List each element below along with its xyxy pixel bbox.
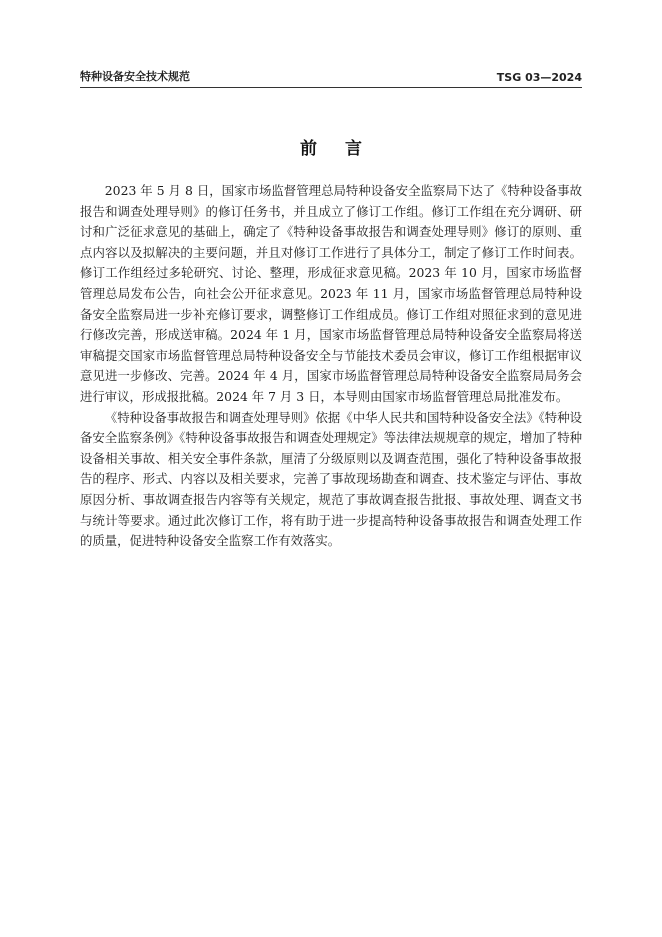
page-title: 前言 xyxy=(300,139,390,159)
foreword-body xyxy=(80,181,582,552)
header-divider xyxy=(80,87,582,88)
paragraph-revision-summary: 《特种设备事故报告和调查处理导则》依据《中华人民共和国特种设备安全法》《特种设备安全监察条例》《特种设备事故报告和调查处理规定》等法律法规规章的规定，增加了特种设备相关事故、相关安全事件条款，厘清了分级原则以及调查范围，强化了特种设备事故报告的程序、形式、内容以及相关要求，完善了事故现场勘查和调查、技术鉴定与评估、事故原因分析、事故调查报告内容等有关规定，规范了事故调查报告批报、事故处理、调查文书与统计等要求。通过此次修订工作，将有助于进一步提高特种设备事故报告和调查处理工作的质量，促进特种设备安全监察工作有效落实。 xyxy=(80,409,582,549)
running-header xyxy=(80,66,582,84)
header-standard-category: 特种设备安全技术规范 xyxy=(80,70,190,83)
paragraph-revision-history: 2023 年 5 月 8 日，国家市场监督管理总局特种设备安全监察局下达了《特种设备事故报告和调查处理导则》的修订任务书，并且成立了修订工作组。修订工作组在充分调研、研讨和广泛征求意见的基础上，确定了《特种设备事故报告和调查处理导则》修订的原则、重点内容以及拟解决的主要问题，并且对修订工作进行了具体分工，制定了修订工作时间表。修订工作组经过多轮研究、讨论、整理，形成征求意见稿。2023 年 10 月，国家市场监督管理总局发布公告，向社会公开征求意见。2023 年 11 月，国家市场监督管理总局特种设备安全监察局进一步补充修订要求，调整修订工作组成员。修订工作组对照征求到的意见进行修改完善，形成送审稿。2024 年 1 月，国家市场监督管理总局特种设备安全监察局将送审稿提交国家市场监督管理总局特种设备安全与节能技术委员会审议，修订工作组根据审议意见进一步修改、完善。2024 年 4 月，国家市场监督管理总局特种设备安全监察局局务会进行审议，形成报批稿。2024 年 7 月 3 日，本导则由国家市场监督管理总局批准发布。 xyxy=(80,183,582,404)
header-standard-code: TSG 03—2024 xyxy=(496,71,582,84)
